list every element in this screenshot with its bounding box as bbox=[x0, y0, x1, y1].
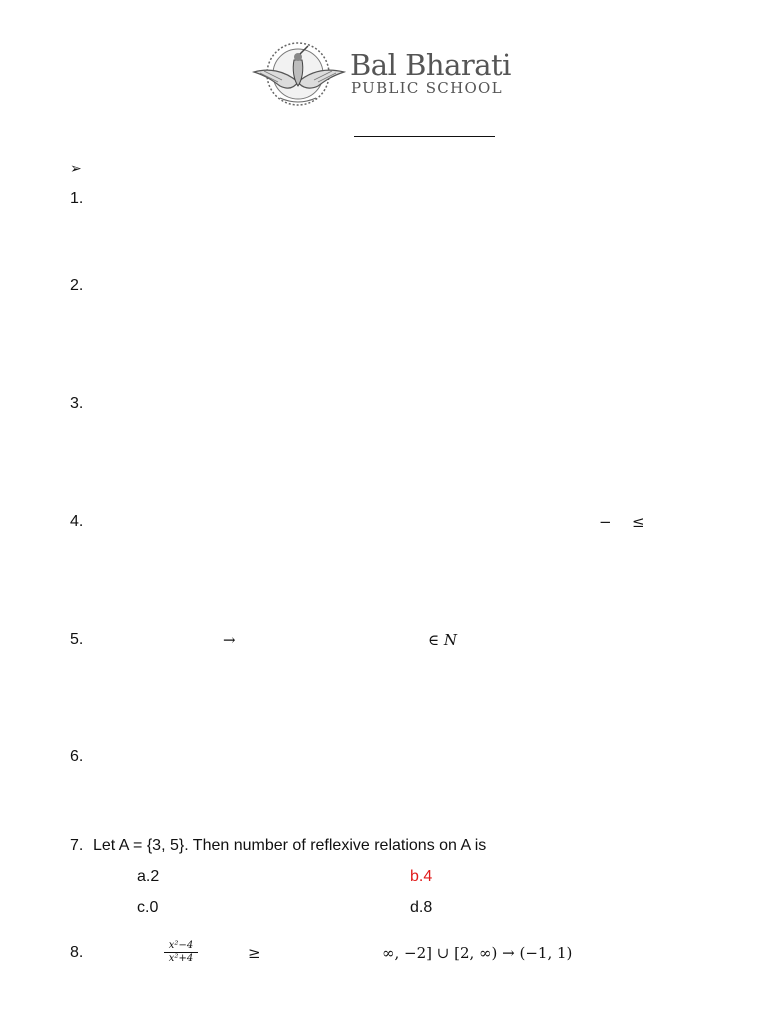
question-1-number: 1. bbox=[70, 190, 84, 207]
fraction-denominator: x²+4 bbox=[168, 953, 194, 964]
section-bullet-icon: ➢ bbox=[70, 160, 82, 176]
school-name: Bal Bharati bbox=[350, 48, 511, 82]
question-5-arrow-symbol: → bbox=[223, 631, 236, 649]
question-7-option-b-correct: b.4 bbox=[410, 868, 433, 885]
question-7-option-c: c.0 bbox=[137, 899, 159, 916]
question-6-number: 6. bbox=[70, 748, 84, 765]
question-4-leq-symbol: ≤ bbox=[632, 513, 645, 531]
question-8-number: 8. bbox=[70, 944, 84, 961]
question-7-option-a: a.2 bbox=[137, 868, 160, 885]
question-4-number: 4. bbox=[70, 513, 84, 530]
question-8-fraction bbox=[164, 940, 198, 964]
school-subtitle: PUBLIC SCHOOL bbox=[351, 79, 503, 97]
question-2-number: 2. bbox=[70, 277, 84, 294]
question-5-number: 5. bbox=[70, 631, 84, 648]
fraction-numerator: x²−4 bbox=[164, 940, 198, 953]
question-7-number: 7. bbox=[70, 837, 84, 854]
title-underline bbox=[354, 136, 495, 137]
question-4-minus-symbol: − bbox=[599, 513, 612, 531]
question-8-answer-expression: ∞, −2] ∪ [2, ∞) → (−1, 1) bbox=[382, 944, 573, 962]
school-logo bbox=[250, 40, 520, 110]
question-8-geq-symbol: ≥ bbox=[248, 944, 261, 962]
winged-emblem-icon bbox=[250, 40, 350, 110]
question-5-element-of-n: ∈ N bbox=[428, 631, 457, 649]
question-7-text: Let A = {3, 5}. Then number of reflexive relations on A is bbox=[93, 837, 487, 854]
question-3-number: 3. bbox=[70, 395, 84, 412]
question-7-option-d: d.8 bbox=[410, 899, 433, 916]
